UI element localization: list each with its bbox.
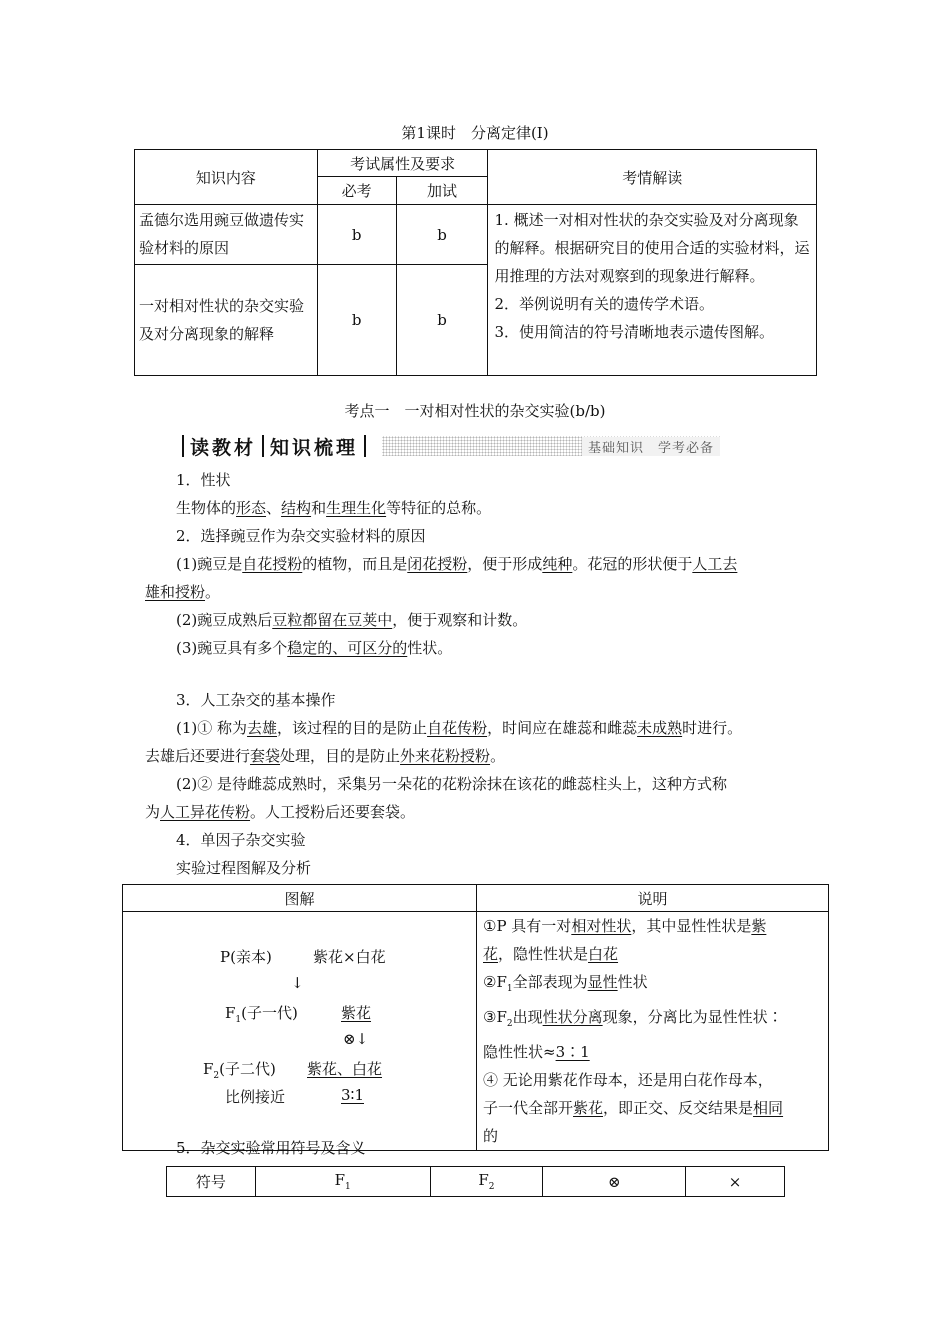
- s2-heading: 2．选择豌豆作为杂交实验材料的原因: [176, 527, 426, 545]
- header-explain: 说明: [477, 885, 829, 912]
- symbol-f1: $F_1$: [255, 1167, 430, 1197]
- reading-item-1: 1. 概述一对相对性状的杂交实验及对分离现象的解释。根据研究目的使用合适的实验材料，运用推理的方法对观察到的现象进行解释。: [494, 211, 810, 285]
- header-diagram: 图解: [123, 885, 477, 912]
- explain-3-cont: 隐性性状≈3∶1: [483, 1043, 590, 1061]
- s2-p3: (3)豌豆具有多个稳定的、可区分的性状。: [176, 639, 453, 657]
- s2-p2: (2)豌豆成熟后豆粒都留在豆荚中，便于观察和计数。: [176, 611, 528, 629]
- explain-3: $③F_2$出现性状分离现象，分离比为显性性状∶: [483, 1008, 783, 1029]
- lesson-title: 第1课时 分离定律(Ⅰ): [401, 124, 549, 142]
- experiment-table: [122, 884, 829, 1151]
- diagram-ratio-value: 3∶1: [341, 1085, 364, 1104]
- s5-heading: 5．杂交实验常用符号及含义: [176, 1139, 366, 1157]
- diagram-p-cross: 紫花×白花: [313, 947, 386, 966]
- header-content: 知识内容: [135, 150, 318, 205]
- s1-text: 生物体的形态、结构和生理生化等特征的总称。: [176, 499, 492, 517]
- s3-p2-cont: 为人工异花传粉。人工授粉后还要套袋。: [145, 803, 416, 821]
- s3-p1-cont: 去雄后还要进行套袋处理，目的是防止外来花粉授粉。: [145, 747, 506, 765]
- header-attr: 考试属性及要求: [317, 150, 488, 177]
- diagram-f2-label: $F_2$(子二代): [203, 1059, 276, 1081]
- row1-jiashi: b: [396, 205, 488, 265]
- explain-4: ④ 无论用紫花作母本，还是用白花作母本，: [483, 1071, 773, 1089]
- diagram-f1-value: 紫花: [341, 1003, 372, 1022]
- row1-content: 孟德尔选用豌豆做遗传实验材料的原因: [135, 205, 318, 265]
- reading-cell: [488, 205, 817, 376]
- explain-4-end: 的: [483, 1127, 499, 1145]
- header-bikao: 必考: [317, 177, 396, 205]
- s3-p2: (2)② 是待雌蕊成熟时，采集另一朵花的花粉涂抹在该花的雌蕊柱头上，这种方式称: [176, 775, 728, 793]
- symbol-table: [166, 1166, 785, 1197]
- symbol-header: 符号: [167, 1167, 256, 1197]
- selfing-symbol-icon: ⊗: [543, 1167, 686, 1197]
- diagram-p-label: P(亲本): [220, 947, 272, 966]
- row2-content: 一对相对性状的杂交实验及对分离现象的解释: [135, 265, 318, 376]
- cross-symbol-icon: ×: [686, 1167, 785, 1197]
- explain-2: $②F_1$全部表现为显性性状: [483, 973, 648, 994]
- explain-1-cont: 花，隐性性状是白花: [483, 945, 619, 963]
- s2-p1: (1)豌豆是自花授粉的植物，而且是闭花授粉，便于形成纯种。花冠的形状便于人工去: [176, 555, 738, 573]
- banner-right-label: 基础知识 学考必备: [582, 437, 720, 456]
- diagram-f1-label: $F_1$(子一代): [225, 1003, 298, 1025]
- diagram-ratio-label: 比例接近: [225, 1087, 286, 1106]
- explain-4-cont: 子一代全部开紫花，即正交、反交结果是相同: [483, 1099, 784, 1117]
- diagram-f2-value: 紫花、白花: [307, 1059, 383, 1078]
- s4-heading: 4．单因子杂交实验: [176, 831, 306, 849]
- banner-part2: 知识梳理: [270, 436, 359, 459]
- banner-divider: [182, 435, 184, 457]
- cross-diagram: [123, 912, 477, 1151]
- selfing-arrow-icon: ⊗↓: [343, 1029, 369, 1048]
- header-jiashi: 加试: [396, 177, 488, 205]
- s1-heading: 1．性状: [176, 471, 231, 489]
- section-banner: [176, 432, 372, 460]
- symbol-f2: $F_2$: [430, 1167, 543, 1197]
- reading-item-3: 3．使用简洁的符号清晰地表示遗传图解。: [494, 323, 775, 341]
- banner-dotted-strip: [382, 436, 720, 456]
- s3-heading: 3．人工杂交的基本操作: [176, 691, 336, 709]
- header-reading: 考情解读: [488, 150, 817, 205]
- explain-1: ①P 具有一对相对性状，其中显性性状是紫: [483, 917, 767, 935]
- row2-jiashi: b: [396, 265, 488, 376]
- s3-p1: (1)① 称为去雄，该过程的目的是防止自花传粉，时间应在雄蕊和雌蕊未成熟时进行。: [176, 719, 743, 737]
- section-title: 考点一 一对相对性状的杂交实验(b/b): [344, 402, 606, 420]
- arrow-down-icon: ↓: [291, 973, 304, 992]
- requirements-table: [134, 149, 817, 376]
- s2-p1-cont: 雄和授粉。: [145, 583, 221, 601]
- s4-subheading: 实验过程图解及分析: [176, 859, 312, 877]
- banner-divider: [364, 435, 366, 457]
- banner-part1: 读教材: [190, 436, 257, 459]
- explanation-cell: [477, 912, 829, 1151]
- banner-divider: [262, 435, 264, 457]
- row2-bikao: b: [317, 265, 396, 376]
- reading-item-2: 2．举例说明有关的遗传学术语。: [494, 295, 715, 313]
- row1-bikao: b: [317, 205, 396, 265]
